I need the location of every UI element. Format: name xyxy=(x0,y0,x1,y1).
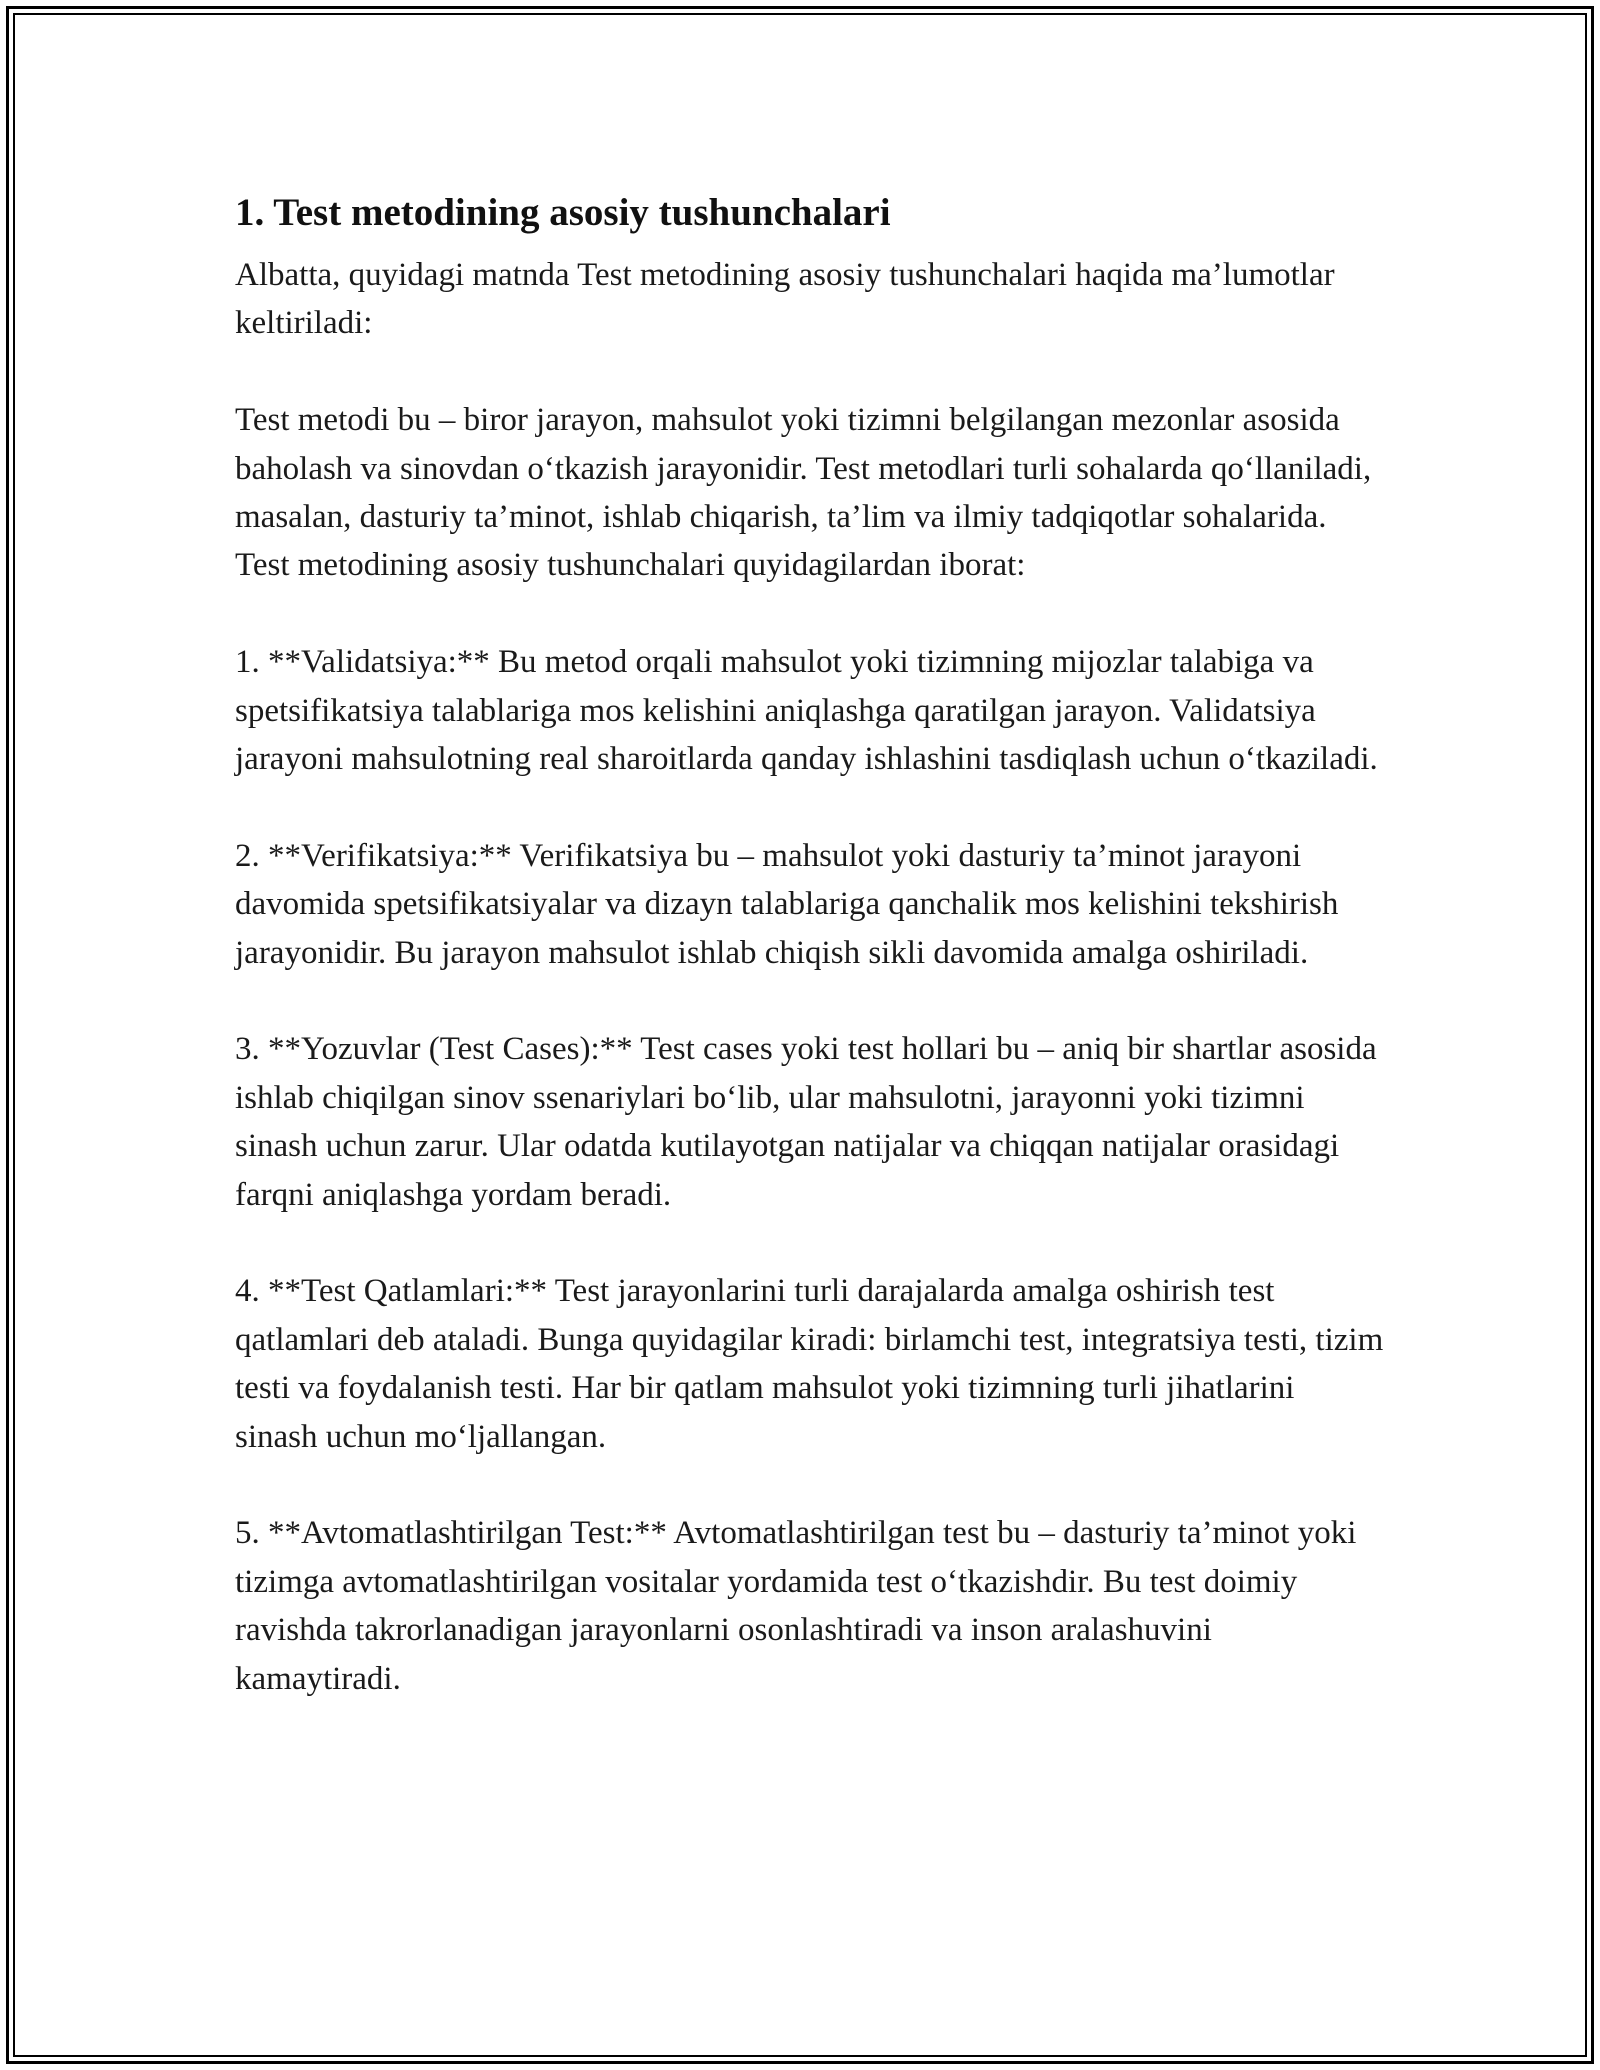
list-item-avtomatlashtirilgan-test: 5. **Avtomatlashtirilgan Test:** Avtomatlashtirilgan test bu – dasturiy ta’minot yoki tizimga avtomatlashtirilgan vositalar yordamida test o‘tkazishdir. Bu test doimiy ravishda takrorlanadigan jarayonlarni osonlashtiradi va inson aralashuvini kamaytiradi. xyxy=(235,1515,1357,1697)
document-page xyxy=(235,185,1385,1703)
definition-paragraph: Test metodi bu – biror jarayon, mahsulot yoki tizimni belgilangan mezonlar asosida baholash va sinovdan o‘tkazish jarayonidir. Test metodlari turli sohalarda qo‘llaniladi, masalan, dasturiy ta’minot, ishlab chiqarish, ta’lim va ilmiy tadqiqotlar sohalarida. Test metodining asosiy tushunchalari quyidagilardan iborat: xyxy=(235,402,1372,584)
list-item-test-cases: 3. **Yozuvlar (Test Cases):** Test cases yoki test hollari bu – aniq bir shartlar asosida ishlab chiqilgan sinov ssenariylari bo‘lib, ular mahsulotni, jarayonni yoki tizimni sinash uchun zarur. Ular odatda kutilayotgan natijalar va chiqqan natijalar orasidagi farqni aniqlashga yordam beradi. xyxy=(235,1031,1377,1213)
intro-paragraph: Albatta, quyidagi matnda Test metodining asosiy tushunchalari haqida ma’lumotlar keltiriladi: xyxy=(235,257,1335,342)
list-item-test-qatlamlari: 4. **Test Qatlamlari:** Test jarayonlarini turli darajalarda amalga oshirish test qatlamlari deb ataladi. Bunga quyidagilar kiradi: birlamchi test, integratsiya testi, tizim testi va foydalanish testi. Har bir qatlam mahsulot yoki tizimning turli jihatlarini sinash uchun mo‘ljallangan. xyxy=(235,1273,1384,1455)
list-item-validatsiya: 1. **Validatsiya:** Bu metod orqali mahsulot yoki tizimning mijozlar talabiga va spetsifikatsiya talablariga mos kelishini aniqlashga qaratilgan jarayon. Validatsiya jarayoni mahsulotning real sharoitlarda qanday ishlashini tasdiqlash uchun o‘tkaziladi. xyxy=(235,644,1378,778)
list-item-verifikatsiya: 2. **Verifikatsiya:** Verifikatsiya bu – mahsulot yoki dasturiy ta’minot jarayoni davomida spetsifikatsiyalar va dizayn talablariga qanchalik mos kelishini tekshirish jarayonidir. Bu jarayon mahsulot ishlab chiqish sikli davomida amalga oshiriladi. xyxy=(235,837,1339,971)
section-heading: 1. Test metodining asosiy tushunchalari xyxy=(235,191,891,234)
